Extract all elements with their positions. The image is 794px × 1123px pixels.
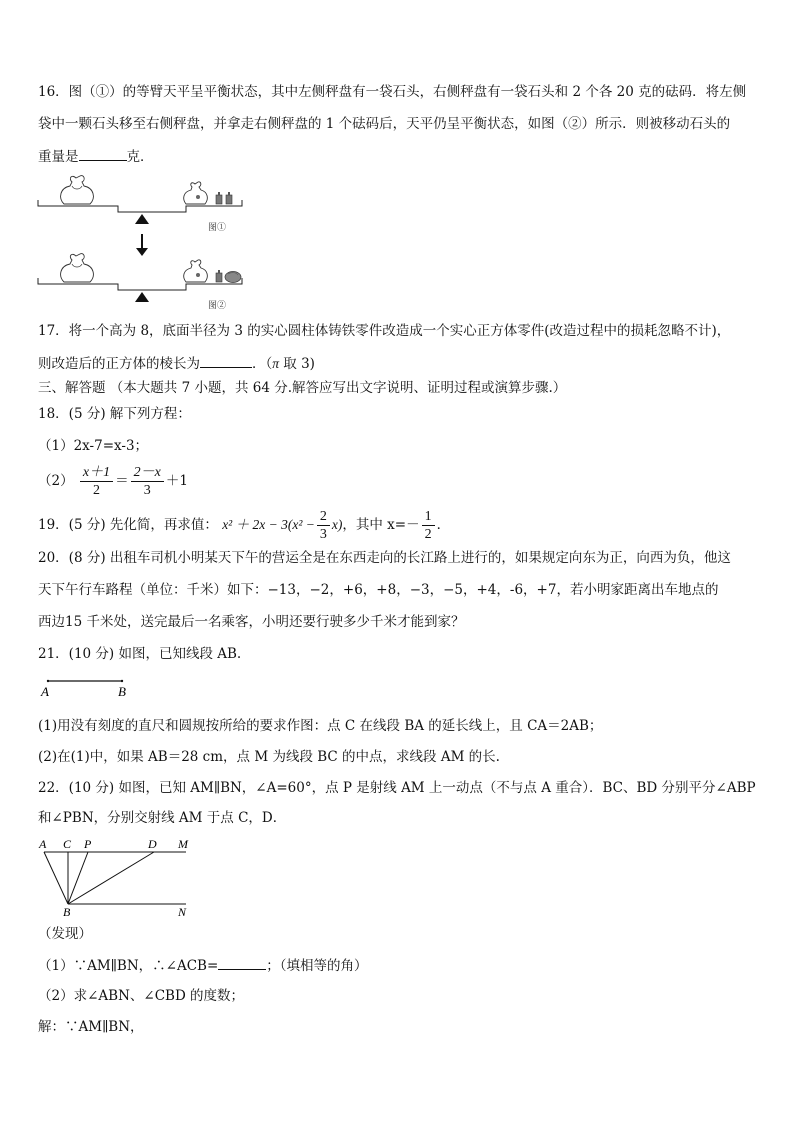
- weight-icon: [226, 192, 232, 204]
- fraction-denominator: 3: [143, 483, 151, 498]
- stone-bag-icon: [61, 254, 94, 282]
- figure-label-2: 图②: [208, 301, 227, 311]
- section-heading: 三、解答题 （本大题共 7 小题，共 64 分.解答应写出文字说明、证明过程或演算步骤.）: [38, 380, 567, 396]
- q18-part1: （1）2x-7=x-3；: [38, 438, 149, 454]
- q21-part1: (1)用没有刻度的直尺和圆规按所给的要求作图：点 C 在线段 BA 的延长线上，且 CA＝2AB；: [38, 718, 603, 734]
- q19-expression-end: x): [331, 517, 343, 532]
- q17-line2-text: 则改造后的正方体的棱长为: [38, 356, 200, 372]
- q22-solution: 解：∵AM∥BN，: [38, 1019, 144, 1035]
- q22-part1-text: （1）∵AM∥BN，∴∠ACB=: [38, 958, 219, 974]
- answer-blank: [218, 955, 266, 970]
- answer-blank: [79, 146, 127, 161]
- q22-line2: 和∠PBN，分别交射线 AM 于点 C，D．: [38, 810, 287, 826]
- point-p-label: P: [84, 838, 92, 851]
- segment-ab-figure: [38, 674, 138, 700]
- stone-bag-icon: [184, 182, 208, 204]
- q22-part2: （2）求∠ABN、∠CBD 的度数；: [38, 988, 245, 1004]
- point-b-label: B: [118, 684, 126, 699]
- down-arrow-icon: [136, 234, 148, 256]
- q19-line: [38, 506, 450, 544]
- q18-heading: 18．(5 分) 解下列方程：: [38, 406, 191, 422]
- q22-part1: [38, 955, 368, 976]
- fraction: [422, 508, 435, 543]
- q21-part2: (2)在(1)中，如果 AB＝28 cm，点 M 为线段 BC 的中点，求线段 AM 的长.: [38, 749, 500, 765]
- q19-heading: 19．(5 分) 先化简，再求值：: [38, 517, 218, 533]
- point-c-label: C: [63, 838, 72, 851]
- q19-condition: ，其中 x=－: [342, 517, 420, 533]
- q16-line1: 16．图（①）的等臂天平呈平衡状态，其中左侧秤盘有一袋石头，右侧秤盘有一袋石头和 2 个各 20 克的砝码．将左侧: [38, 84, 747, 100]
- balance-figure-1: [38, 176, 242, 233]
- fraction: [317, 508, 330, 543]
- fraction-numerator: 2－x: [131, 464, 164, 482]
- q22-discover: （发现）: [38, 926, 92, 942]
- fraction-numerator: 2: [317, 508, 330, 526]
- fraction-denominator: 3: [319, 527, 327, 542]
- balance-figure: [36, 168, 266, 314]
- figure-label-1: 图①: [208, 223, 227, 233]
- weight-icon: [216, 192, 222, 204]
- pi-symbol: π: [272, 356, 280, 371]
- stone-bag-icon: [184, 260, 208, 282]
- point-n-label: N: [178, 905, 187, 919]
- q18-part2-label: （2）: [38, 473, 74, 489]
- fraction: [80, 464, 113, 499]
- answer-blank: [200, 353, 252, 368]
- q16-line3: [38, 146, 154, 167]
- stone-icon: [225, 272, 241, 283]
- q16-line3-text: 重量是: [38, 149, 79, 165]
- q17-line1: 17．将一个高为 8，底面半径为 3 的实心圆柱体铸铁零件改造成一个实心正方体零件(改造过程中的损耗忽略不计)，: [38, 323, 731, 339]
- q17-line2: [38, 353, 315, 374]
- q20-line3: 西边15 千米处，送完最后一名乘客，小明还要行驶多少千米才能到家？: [38, 614, 465, 630]
- equals-sign: ＝: [115, 473, 129, 489]
- q19-expression: x² ＋ 2x − 3(x² −: [222, 517, 315, 532]
- plus-one: ＋1: [165, 473, 188, 489]
- point-a-label: A: [41, 684, 49, 699]
- point-b-label: B: [63, 905, 71, 919]
- q18-part2: [38, 462, 188, 500]
- stone-bag-icon: [61, 176, 94, 204]
- q16-line2: 袋中一颗石头移至右侧秤盘，并拿走右侧秤盘的 1 个砝码后，天平仍呈平衡状态，如图（②）所示．则被移动石头的: [38, 116, 731, 132]
- q20-line2: 天下午行车路程（单位：千米）如下：−13，−2，+6，+8，−3，−5，+4，-6，+7，若小明家距离出车地点的: [38, 582, 719, 598]
- q22-part1-hint: ；（填相等的角）: [266, 958, 368, 974]
- q21-heading: 21．(10 分) 如图，已知线段 AB.: [38, 646, 242, 662]
- fraction-numerator: x＋1: [80, 464, 113, 482]
- fraction-denominator: 2: [93, 483, 100, 498]
- q17-line2-end: 取 3): [279, 356, 315, 372]
- fraction-denominator: 2: [424, 527, 432, 542]
- q17-line2-mid: ．（: [252, 356, 273, 372]
- q22-line1: 22．(10 分) 如图，已知 AM∥BN，∠A=60°，点 P 是射线 AM 上一动点（不与点 A 重合）．BC、BD 分别平分∠ABP: [38, 780, 756, 796]
- weight-icon: [216, 270, 222, 282]
- parallel-lines-figure: [36, 838, 196, 920]
- q19-end: ．: [436, 517, 451, 533]
- point-m-label: M: [178, 838, 188, 851]
- q20-line1: 20．(8 分) 出租车司机小明某天下午的营运全是在东西走向的长江路上进行的，如果规定向东为正，向西为负，他这: [38, 550, 731, 566]
- fraction: [131, 464, 164, 499]
- q16-line3-end: 克．: [126, 149, 154, 165]
- point-a-label: A: [39, 838, 47, 851]
- point-d-label: D: [148, 838, 157, 851]
- balance-figure-2: [38, 254, 242, 311]
- fraction-numerator: 1: [422, 508, 435, 526]
